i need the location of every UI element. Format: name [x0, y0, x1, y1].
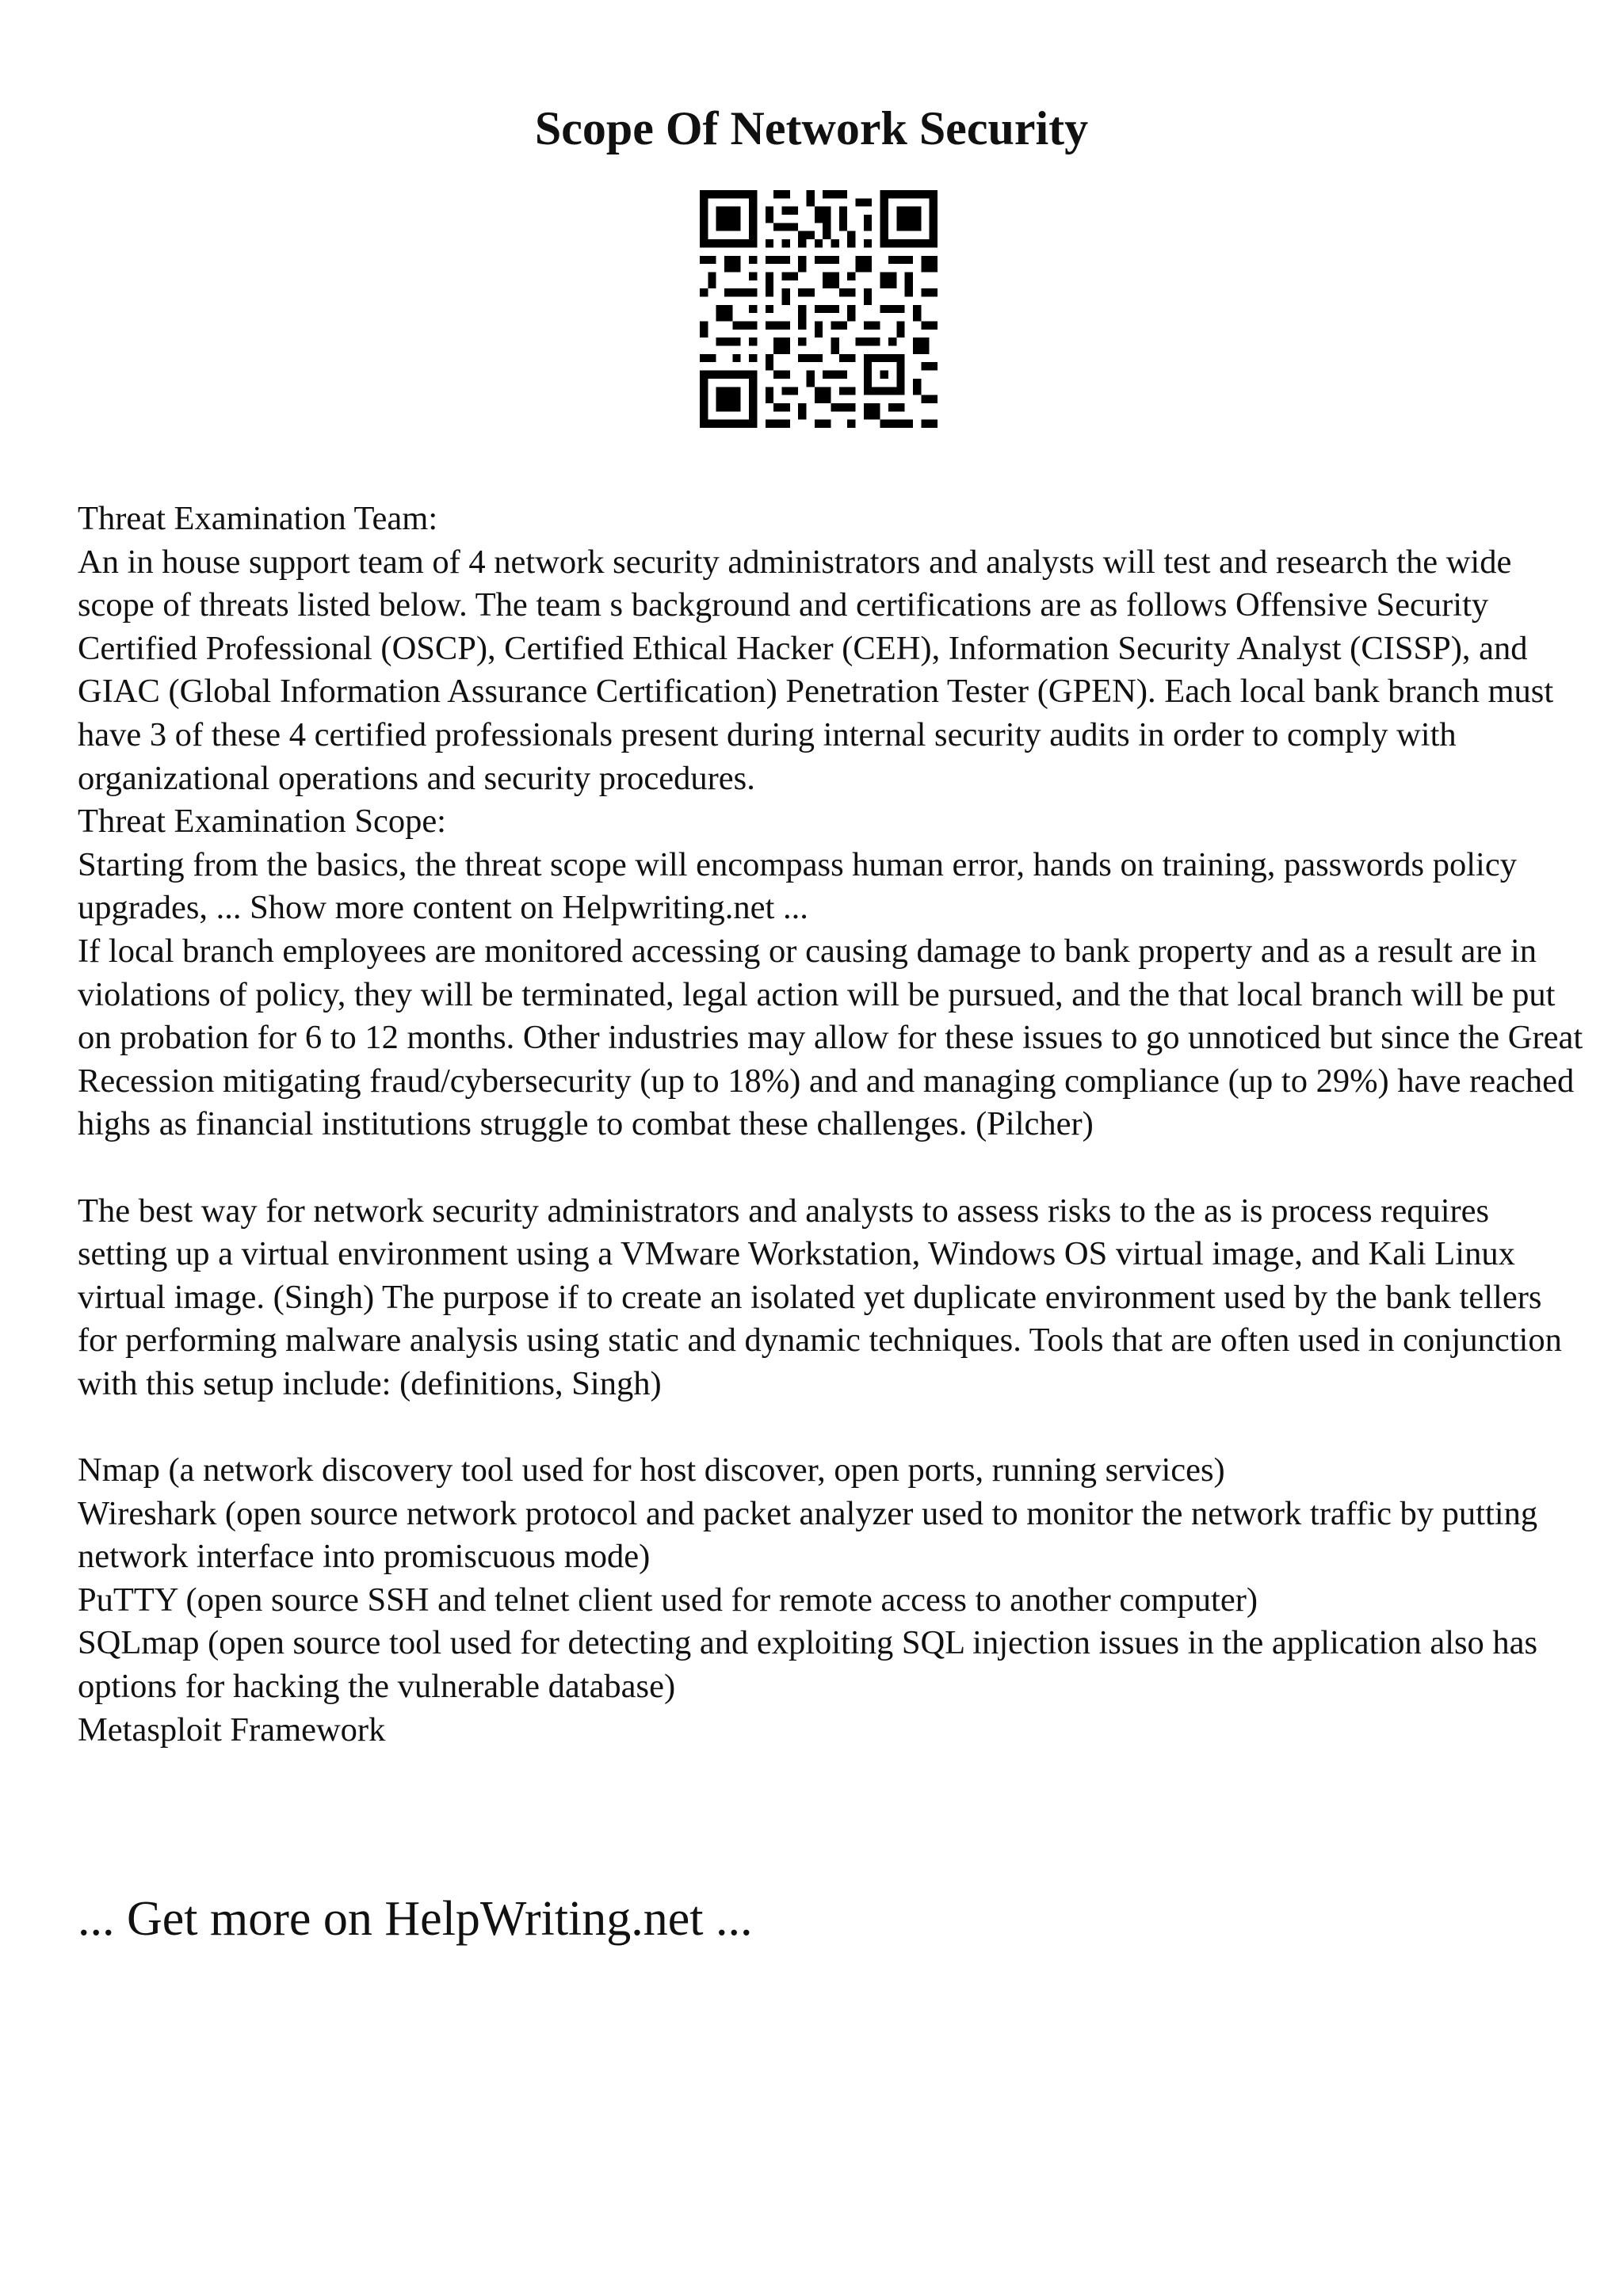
scope-heading: Threat Examination Scope: — [78, 803, 446, 841]
paragraph-spacer — [78, 1146, 1583, 1190]
team-heading: Threat Examination Team: — [78, 500, 438, 537]
paragraph-spacer — [78, 1405, 1583, 1449]
document-body — [78, 498, 1583, 1752]
tool-item-sqlmap: SQLmap (open source tool used for detecting and exploiting SQL injection issues in the application also has options for hacking the vulnerable database) — [78, 1624, 1538, 1706]
tool-item-metasploit: Metasploit Framework — [78, 1711, 386, 1749]
tool-item-wireshark: Wireshark (open source network protocol and packet analyzer used to monitor the network traffic by putting network interface into promiscuous mode) — [78, 1494, 1538, 1576]
page-title: Scope Of Network Security — [534, 102, 1089, 154]
qr-code-icon — [700, 190, 938, 428]
tool-item-putty: PuTTY (open source SSH and telnet client used for remote access to another computer) — [78, 1581, 1258, 1619]
team-paragraph: An in house support team of 4 network security administrators and analysts will test and research the wide scope of threats listed below. The team s background and certifications are as follows Offensive Security Certified Professional (OSCP), Certified Ethical Hacker (CEH), Information Security Analyst (CISSP), and GIAC (Global Information Assurance Certification) Penetration Tester (GPEN). Each local bank branch must have 3 of these 4 certified professionals present during internal security audits in order to comply with organizational operations and security procedures. — [78, 543, 1554, 797]
policy-paragraph: If local branch employees are monitored accessing or causing damage to bank property and as a result are in violations of policy, they will be terminated, legal action will be pursued, and the that local branch will be put on probation for 6 to 12 months. Other industries may allow for these issues to go unnoticed but since the Great Recession mitigating fraud/cybersecurity (up to 18%) and and managing compliance (up to 29%) have reached highs as financial institutions struggle to combat these challenges. (Pilcher) — [78, 932, 1583, 1143]
get-more-link[interactable]: ... Get more on HelpWriting.net ... — [78, 1892, 753, 1946]
tool-item-nmap: Nmap (a network discovery tool used for host discover, open ports, running services) — [78, 1451, 1225, 1489]
method-paragraph: The best way for network security administrators and analysts to assess risks to the as is process requires setting up a virtual environment using a VMware Workstation, Windows OS virtual image, and Kali Linux virtual image. (Singh) The purpose if to create an isolated yet duplicate environment used by the bank tellers for performing malware analysis using static and dynamic techniques. Tools that are often used in conjunction with this setup include: (definitions, Singh) — [78, 1192, 1562, 1402]
scope-paragraph: Starting from the basics, the threat scope will encompass human error, hands on training, passwords policy upgrades, ... Show more content on Helpwriting.net ... — [78, 845, 1517, 927]
